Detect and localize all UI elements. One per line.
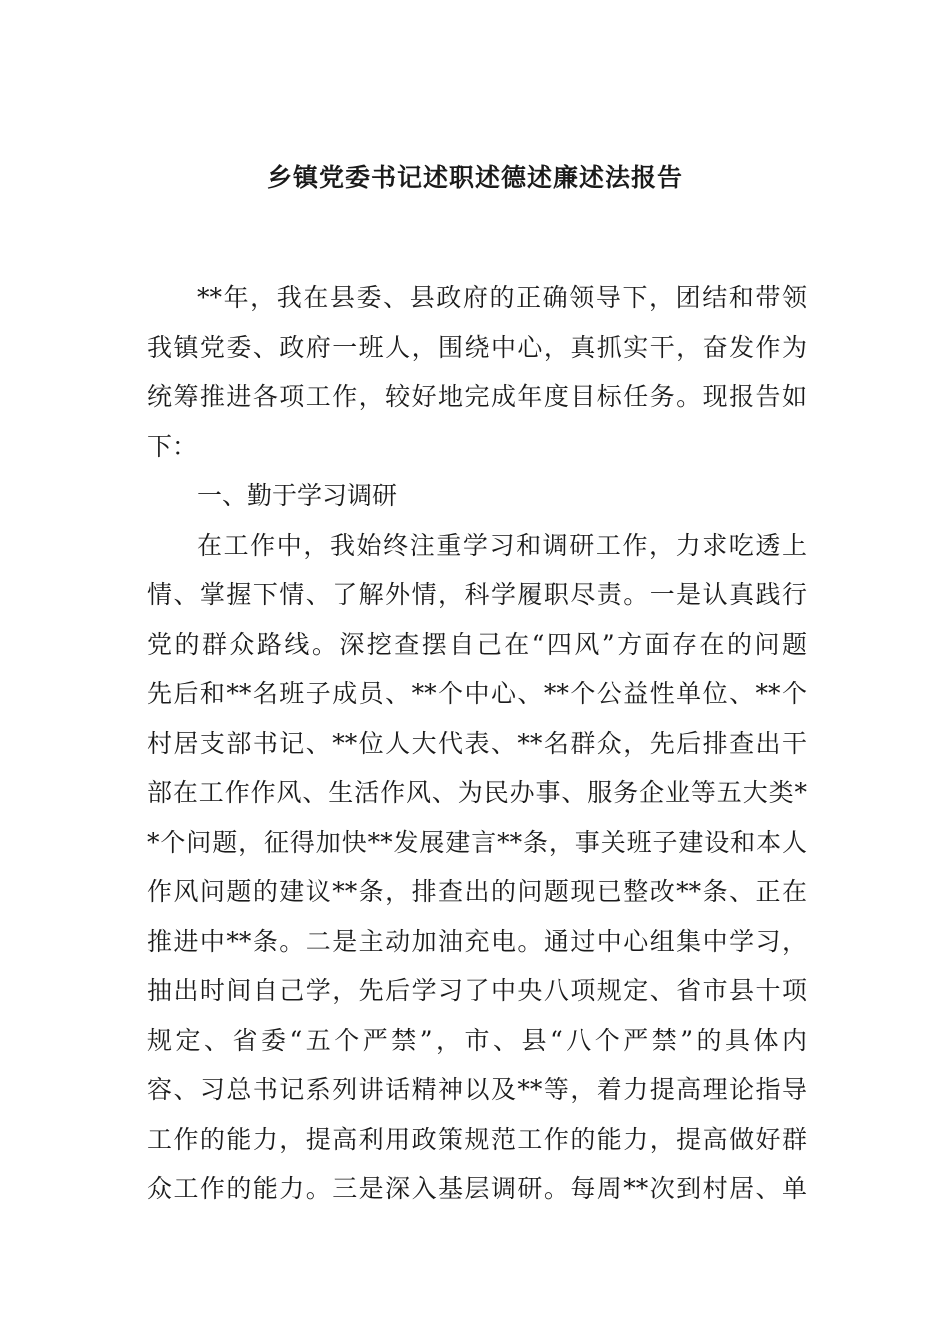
text-line: 先后和**名班子成员、**个中心、**个公益性单位、**个 <box>147 679 807 708</box>
text-line: 村居支部书记、**位人大代表、**名群众，先后排查出干 <box>147 728 807 758</box>
text-line: 一、勤于学习调研 <box>197 481 398 510</box>
text-line: 我镇党委、政府一班人，围绕中心，真抓实干，奋发作为 <box>147 332 807 362</box>
text-line: *个问题，征得加快**发展建言**条，事关班子建设和本人 <box>147 827 807 857</box>
text-line: 容、习总书记系列讲话精神以及**等，着力提高理论指导 <box>147 1075 807 1104</box>
text-line: 下： <box>147 431 198 461</box>
text-line: 在工作中，我始终注重学习和调研工作，力求吃透上 <box>197 530 807 560</box>
text-line: **年，我在县委、县政府的正确领导下，团结和带领 <box>197 283 807 312</box>
text-line: 推进中**条。二是主动加油充电。通过中心组集中学习， <box>147 926 807 956</box>
text-line: 规定、省委“五个严禁”，市、县“八个严禁”的具体内 <box>147 1025 807 1055</box>
text-line: 统筹推进各项工作，较好地完成年度目标任务。现报告如 <box>147 382 807 411</box>
text-line: 作风问题的建议**条，排查出的问题现已整改**条、正在 <box>147 877 807 906</box>
text-line: 部在工作作风、生活作风、为民办事、服务企业等五大类* <box>147 778 807 807</box>
document-title: 乡镇党委书记述职述德述廉述法报告 <box>266 163 683 192</box>
text-line: 抽出时间自己学，先后学习了中央八项规定、省市县十项 <box>147 976 807 1005</box>
text-line: 党的群众路线。深挖查摆自己在“四风”方面存在的问题 <box>147 629 807 659</box>
document-body <box>147 273 807 1214</box>
text-line: 工作的能力，提高利用政策规范工作的能力，提高做好群 <box>147 1124 807 1154</box>
text-line: 众工作的能力。三是深入基层调研。每周**次到村居、单 <box>147 1174 807 1203</box>
text-line: 情、掌握下情、了解外情，科学履职尽责。一是认真践行 <box>147 580 807 609</box>
